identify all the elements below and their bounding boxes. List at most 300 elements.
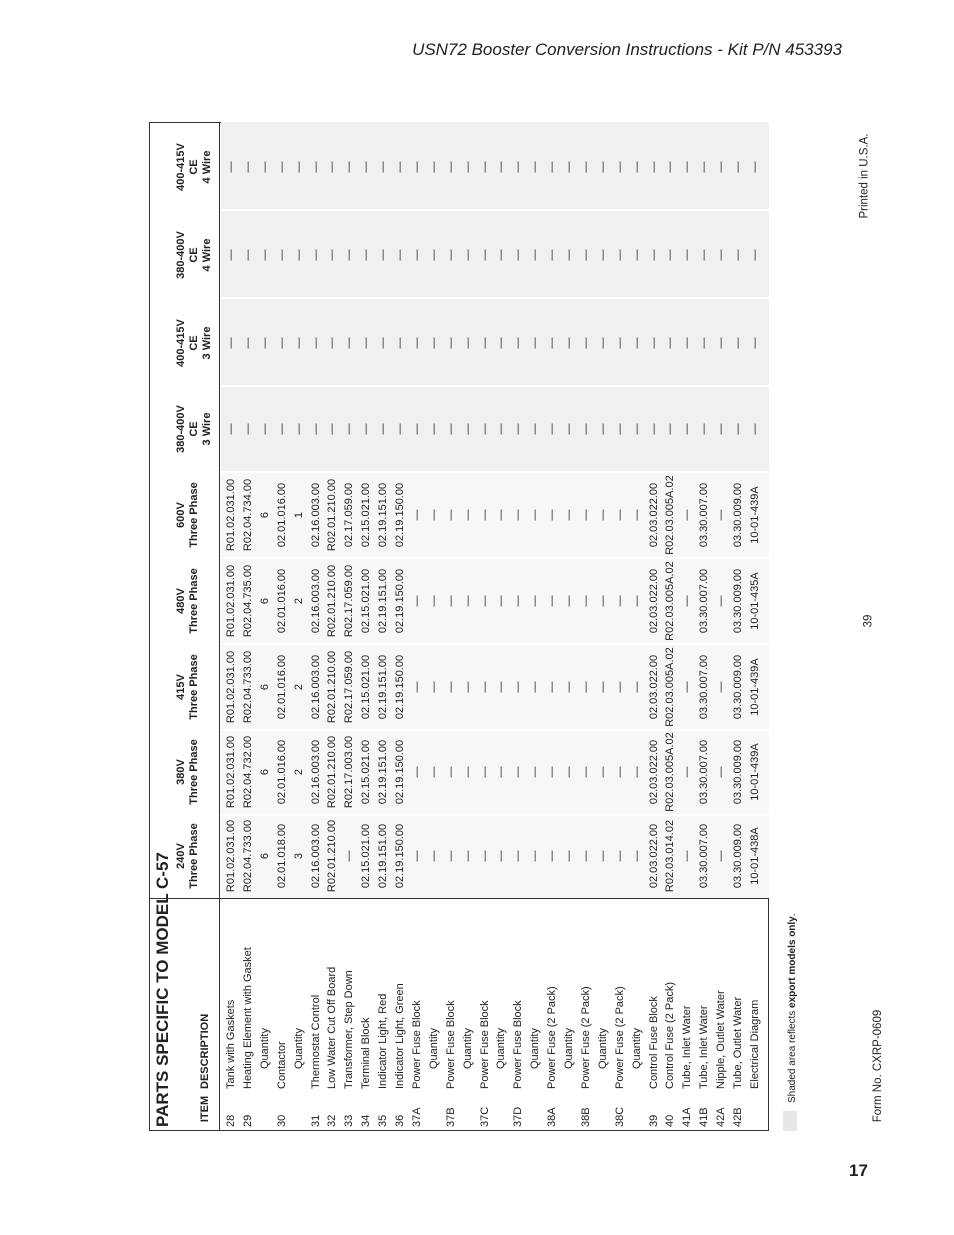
part-number: R02.04.734.00 <box>241 478 254 552</box>
part-number: — <box>579 509 592 521</box>
part-number: — <box>444 423 457 435</box>
item-number: 29 <box>241 1114 254 1127</box>
part-number: 03.30.009.00 <box>732 739 744 805</box>
part-number: — <box>748 161 761 173</box>
table-row <box>578 122 595 1131</box>
part-number: — <box>478 850 491 862</box>
part-number: 03.30.009.00 <box>732 823 744 889</box>
part-number: R02.17.003.00 <box>343 735 356 809</box>
shade-legend-swatch <box>783 1111 797 1131</box>
item-description: Quantity <box>258 1028 271 1069</box>
part-number: — <box>343 850 356 862</box>
item-number <box>426 1093 443 1127</box>
part-number: — <box>647 161 660 173</box>
header-col-4 <box>175 472 219 558</box>
part-number: 02.03.022.00 <box>647 568 660 634</box>
item-description: Tube, Outlet Water <box>732 996 744 1089</box>
part-number: R01.02.031.00 <box>225 564 237 638</box>
part-number: — <box>394 423 406 435</box>
item-number: 40 <box>664 1114 677 1127</box>
part-number: 02.01.016.00 <box>275 654 288 720</box>
table-title: PARTS SPECIFIC TO MODEL C-57 <box>153 852 172 1127</box>
part-number: R02.01.210.00 <box>326 478 339 552</box>
part-number: 02.19.151.00 <box>377 654 390 720</box>
part-number: — <box>495 766 508 778</box>
rotated-page-number: 39 <box>862 614 875 628</box>
part-number: — <box>748 249 761 261</box>
item-description: Power Fuse (2 Pack) <box>613 986 626 1089</box>
part-number: — <box>394 337 406 349</box>
part-number: — <box>241 161 254 173</box>
part-number: — <box>360 423 373 435</box>
part-number: — <box>579 161 592 173</box>
header-wire: 3 Wire <box>201 326 213 360</box>
part-number: — <box>410 850 423 862</box>
part-number: — <box>461 766 474 778</box>
table-row <box>291 122 308 1131</box>
item-description: Quantity <box>596 1028 609 1069</box>
part-number: — <box>343 423 356 435</box>
part-number: — <box>546 423 559 435</box>
document-title: USN72 Booster Conversion Instructions - Kit P/N 453393 <box>412 40 842 59</box>
table-row <box>257 122 274 1131</box>
item-description: Tank with Gaskets <box>225 999 237 1089</box>
part-number: — <box>427 681 440 693</box>
part-number: — <box>292 161 305 173</box>
part-number: — <box>579 423 592 435</box>
item-number: 37A <box>410 1107 423 1127</box>
table-row <box>223 122 240 1131</box>
part-number: — <box>715 850 728 862</box>
item-description: Power Fuse Block <box>512 1000 525 1089</box>
table-row <box>443 122 460 1131</box>
part-number: 02.19.150.00 <box>394 482 406 548</box>
part-number: 02.15.021.00 <box>360 482 373 548</box>
part-number: — <box>495 337 508 349</box>
part-number: — <box>647 423 660 435</box>
item-number: 41B <box>698 1107 711 1127</box>
item-description: Power Fuse (2 Pack) <box>579 986 592 1089</box>
part-number: — <box>512 161 525 173</box>
part-number: — <box>512 595 525 607</box>
part-number: — <box>681 509 694 521</box>
part-number: 6 <box>258 768 271 776</box>
part-number: 02.16.003.00 <box>309 823 322 889</box>
part-number: — <box>664 249 677 261</box>
part-number: — <box>241 249 254 261</box>
table-row <box>747 122 764 1131</box>
part-number: — <box>444 249 457 261</box>
part-number: — <box>579 766 592 778</box>
part-number: — <box>478 337 491 349</box>
item-description: Power Fuse Block <box>444 1000 457 1089</box>
part-number: — <box>681 337 694 349</box>
part-number: 02.15.021.00 <box>360 568 373 634</box>
item-number: 37B <box>444 1107 457 1127</box>
part-number: 6 <box>258 597 271 605</box>
item-number: 41A <box>681 1107 694 1127</box>
header-col-6 <box>175 300 219 386</box>
item-number <box>493 1093 510 1127</box>
header-col-8 <box>175 124 219 210</box>
part-number: — <box>478 161 491 173</box>
part-number: 02.16.003.00 <box>309 482 322 548</box>
part-number: 03.30.007.00 <box>698 739 711 805</box>
part-number: — <box>495 681 508 693</box>
item-description: Control Fuse Block <box>647 996 660 1089</box>
part-number: 6 <box>258 511 271 519</box>
table-row <box>460 122 477 1131</box>
part-number: — <box>377 337 390 349</box>
part-number: 02.19.151.00 <box>377 568 390 634</box>
part-number: — <box>461 595 474 607</box>
part-number: — <box>732 337 744 349</box>
table-row <box>595 122 612 1131</box>
part-number: — <box>461 423 474 435</box>
part-number: R01.02.031.00 <box>225 819 237 893</box>
part-number: — <box>377 249 390 261</box>
part-number: — <box>377 423 390 435</box>
header-voltage: 380V <box>175 759 187 785</box>
part-number: — <box>715 595 728 607</box>
part-number: — <box>613 766 626 778</box>
item-number: 36 <box>394 1114 406 1127</box>
part-number: — <box>529 766 542 778</box>
part-number: — <box>309 337 322 349</box>
item-description: Power Fuse Block <box>410 1000 423 1089</box>
part-number: — <box>495 161 508 173</box>
item-description: Quantity <box>630 1028 643 1069</box>
part-number: — <box>715 423 728 435</box>
part-number: — <box>427 161 440 173</box>
part-number: — <box>529 161 542 173</box>
part-number: — <box>613 249 626 261</box>
part-number: — <box>596 681 609 693</box>
table-row <box>612 122 629 1131</box>
part-number: — <box>681 249 694 261</box>
header-wire: 4 Wire <box>201 150 213 184</box>
part-number: — <box>275 249 288 261</box>
part-number: — <box>343 161 356 173</box>
header-description: DESCRIPTION <box>199 1013 211 1089</box>
part-number: — <box>225 249 237 261</box>
header-phase: Three Phase <box>188 823 200 889</box>
part-number: — <box>394 161 406 173</box>
item-description: Heating Element with Gasket <box>241 947 254 1089</box>
header-col-0 <box>175 813 219 899</box>
item-number: 38A <box>546 1107 559 1127</box>
part-number: — <box>596 850 609 862</box>
part-number: — <box>275 423 288 435</box>
shade-note-prefix: Shaded area reflects <box>787 1007 798 1103</box>
part-number: — <box>512 850 525 862</box>
part-number: 03.30.007.00 <box>698 823 711 889</box>
part-number: R02.03.005A.02 <box>664 732 677 812</box>
item-description: Thermostat Control <box>309 994 322 1089</box>
part-number: — <box>596 423 609 435</box>
item-description: Low Water Cut Off Board <box>326 966 339 1089</box>
item-description: Quantity <box>563 1028 575 1069</box>
part-number: — <box>478 681 491 693</box>
header-phase: Three Phase <box>188 739 200 805</box>
part-number: — <box>563 766 575 778</box>
part-number: 02.16.003.00 <box>309 568 322 634</box>
part-number: R02.01.210.00 <box>326 650 339 724</box>
header-col-1 <box>175 729 219 815</box>
item-description: Quantity <box>529 1028 542 1069</box>
table-row <box>375 122 392 1131</box>
part-number: — <box>630 423 643 435</box>
part-number: R02.01.210.00 <box>326 735 339 809</box>
part-number: — <box>360 161 373 173</box>
part-number: 2 <box>292 683 305 691</box>
part-number: — <box>292 249 305 261</box>
part-number: — <box>613 161 626 173</box>
part-number: — <box>613 681 626 693</box>
part-number: — <box>343 249 356 261</box>
table-row <box>730 122 747 1131</box>
part-number: 02.03.022.00 <box>647 482 660 548</box>
part-number: — <box>394 249 406 261</box>
part-number: 10-01-439A <box>748 658 761 716</box>
part-number: R02.03.005A.02 <box>664 475 677 555</box>
part-number: — <box>410 595 423 607</box>
part-number: — <box>529 850 542 862</box>
part-number: — <box>630 850 643 862</box>
item-number: 32 <box>326 1114 339 1127</box>
table-row <box>493 122 510 1131</box>
table-row <box>629 122 646 1131</box>
part-number: — <box>563 161 575 173</box>
part-number: — <box>698 161 711 173</box>
part-number: — <box>529 681 542 693</box>
part-number: — <box>698 249 711 261</box>
part-number: — <box>715 249 728 261</box>
item-description: Transformer, Step Down <box>343 970 356 1089</box>
part-number: — <box>275 337 288 349</box>
part-number: R02.01.210.00 <box>326 819 339 893</box>
part-number: 10-01-439A <box>748 743 761 801</box>
part-number: 03.30.009.00 <box>732 568 744 634</box>
item-description: Indicator Light, Red <box>377 993 390 1089</box>
part-number: 10-01-435A <box>748 572 761 630</box>
part-number: — <box>698 423 711 435</box>
part-number: R02.03.005A.02 <box>664 561 677 641</box>
header-voltage: 240V <box>175 843 187 869</box>
table-row <box>527 122 544 1131</box>
header-voltage: 380-400V <box>175 405 187 453</box>
part-number: — <box>427 766 440 778</box>
header-phase: CE <box>188 247 200 263</box>
header-phase: CE <box>188 159 200 175</box>
part-number: 10-01-439A <box>748 486 761 544</box>
item-number <box>527 1093 544 1127</box>
item-number: 37C <box>478 1106 491 1127</box>
part-number: — <box>596 249 609 261</box>
part-number: 02.15.021.00 <box>360 654 373 720</box>
part-number: — <box>444 681 457 693</box>
part-number: — <box>309 161 322 173</box>
part-number: — <box>225 423 237 435</box>
part-number: — <box>613 595 626 607</box>
table-row <box>561 122 578 1131</box>
part-number: R02.04.732.00 <box>241 735 254 809</box>
part-number: — <box>546 337 559 349</box>
item-description: Nipple, Outlet Water <box>715 990 728 1089</box>
part-number: — <box>478 249 491 261</box>
part-number: — <box>309 423 322 435</box>
shade-note-bold: export models only <box>787 916 798 1008</box>
part-number: — <box>410 681 423 693</box>
part-number: 02.03.022.00 <box>647 654 660 720</box>
part-number: — <box>596 161 609 173</box>
table-row <box>358 122 375 1131</box>
part-number: 6 <box>258 683 271 691</box>
part-number: 02.01.016.00 <box>275 482 288 548</box>
item-number: 42A <box>715 1107 728 1127</box>
part-number: — <box>258 337 271 349</box>
part-number: — <box>546 766 559 778</box>
part-number: 02.03.022.00 <box>647 823 660 889</box>
part-number: — <box>630 249 643 261</box>
part-number: — <box>546 681 559 693</box>
header-wire: 3 Wire <box>201 412 213 446</box>
part-number: — <box>647 249 660 261</box>
part-number: — <box>512 509 525 521</box>
part-number: — <box>681 595 694 607</box>
part-number: — <box>343 337 356 349</box>
part-number: — <box>579 850 592 862</box>
part-number: — <box>596 595 609 607</box>
table-row <box>240 122 257 1131</box>
part-number: — <box>258 161 271 173</box>
part-number: — <box>664 423 677 435</box>
part-number: — <box>630 681 643 693</box>
part-number: — <box>546 161 559 173</box>
part-number: — <box>461 850 474 862</box>
item-number: 28 <box>225 1114 237 1127</box>
part-number: — <box>495 509 508 521</box>
part-number: R02.01.210.00 <box>326 564 339 638</box>
shade-note-suffix: . <box>787 913 798 917</box>
item-number <box>460 1093 477 1127</box>
part-number: — <box>478 509 491 521</box>
header-voltage: 480V <box>175 588 187 614</box>
part-number: — <box>579 337 592 349</box>
part-number: — <box>613 423 626 435</box>
part-number: 03.30.009.00 <box>732 482 744 548</box>
part-number: R02.04.733.00 <box>241 650 254 724</box>
table-row <box>392 122 409 1131</box>
header-voltage: 380-400V <box>175 231 187 279</box>
part-number: — <box>427 509 440 521</box>
part-number: — <box>715 681 728 693</box>
part-number: — <box>495 249 508 261</box>
part-number: — <box>698 337 711 349</box>
part-number: 2 <box>292 597 305 605</box>
part-number: — <box>292 337 305 349</box>
part-number: — <box>546 850 559 862</box>
part-number: — <box>478 595 491 607</box>
printed-in-label: Printed in U.S.A. <box>858 133 871 219</box>
part-number: R01.02.031.00 <box>225 478 237 552</box>
part-number: — <box>630 766 643 778</box>
part-number: — <box>410 249 423 261</box>
part-number: — <box>309 249 322 261</box>
part-number: — <box>461 161 474 173</box>
part-number: — <box>596 509 609 521</box>
table-row <box>679 122 696 1131</box>
item-description: Control Fuse (2 Pack) <box>664 982 677 1089</box>
part-number: 02.19.151.00 <box>377 482 390 548</box>
item-description: Terminal Block <box>360 1017 373 1089</box>
part-number: 02.17.059.00 <box>343 482 356 548</box>
item-number <box>561 1093 578 1127</box>
part-number: — <box>461 509 474 521</box>
part-number: — <box>427 850 440 862</box>
item-number: 31 <box>309 1114 322 1127</box>
part-number: 02.19.151.00 <box>377 823 390 889</box>
table-row <box>409 122 426 1131</box>
item-description: Quantity <box>292 1028 305 1069</box>
header-voltage: 600V <box>175 502 187 528</box>
part-number: — <box>732 423 744 435</box>
part-number: — <box>579 249 592 261</box>
part-number: — <box>563 249 575 261</box>
part-number: — <box>292 423 305 435</box>
item-number: 38B <box>579 1107 592 1127</box>
part-number: — <box>444 337 457 349</box>
item-number <box>595 1093 612 1127</box>
header-phase: Three Phase <box>188 654 200 720</box>
part-number: R01.02.031.00 <box>225 735 237 809</box>
part-number: 02.19.150.00 <box>394 823 406 889</box>
item-description: Tube, Inlet Water <box>698 1005 711 1089</box>
part-number: — <box>360 249 373 261</box>
part-number: 02.15.021.00 <box>360 823 373 889</box>
item-number <box>257 1093 274 1127</box>
part-number: — <box>427 423 440 435</box>
form-number: Form No. CXRP-0609 <box>872 1009 885 1123</box>
header-col-5 <box>175 386 219 472</box>
part-number: — <box>529 249 542 261</box>
part-number: — <box>681 423 694 435</box>
header-col-3 <box>175 558 219 644</box>
part-number: — <box>326 423 339 435</box>
header-col-2 <box>175 644 219 730</box>
part-number: — <box>241 423 254 435</box>
part-number: — <box>512 766 525 778</box>
table-row <box>510 122 527 1131</box>
part-number: R02.17.059.00 <box>343 650 356 724</box>
part-number: — <box>326 249 339 261</box>
part-number: 02.19.151.00 <box>377 739 390 805</box>
part-number: — <box>444 595 457 607</box>
part-number: — <box>326 337 339 349</box>
item-number: 33 <box>343 1114 356 1127</box>
part-number: — <box>715 766 728 778</box>
part-number: 02.19.150.00 <box>394 568 406 634</box>
part-number: — <box>427 595 440 607</box>
part-number: 03.30.007.00 <box>698 568 711 634</box>
part-number: 03.30.007.00 <box>698 654 711 720</box>
item-number: 37D <box>512 1106 525 1127</box>
part-number: — <box>444 766 457 778</box>
item-number: 42B <box>732 1107 744 1127</box>
part-number: — <box>529 423 542 435</box>
table-row <box>341 122 358 1131</box>
part-number: — <box>563 509 575 521</box>
